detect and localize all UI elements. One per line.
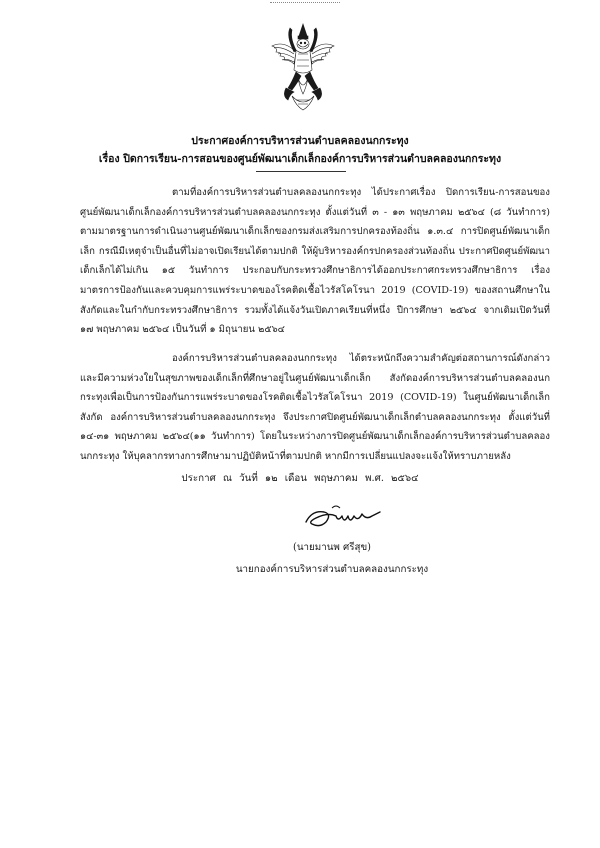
announcement-title: ประกาศองค์การบริหารส่วนตำบลคลองนกกระทุง xyxy=(191,135,409,147)
announcement-dateline: ประกาศ ณ วันที่ ๑๒ เดือน พฤษภาคม พ.ศ. ๒๕๖๔ xyxy=(181,473,419,484)
body-paragraph-1: ตามที่องค์การบริหารส่วนตำบลคลองนกกระทุง ได้ประกาศเรื่อง ปิดการเรียน-การสอนของศูนย์พัฒนาเด็กเล็กองค์การบริหารส่วนตำบลคลองนกกระทุง ตั้งแต่วันที่ ๓ - ๑๓ พฤษภาคม ๒๕๖๔ (๘ วันทำการ) ตามมาตรฐานการดำเนินงานศูนย์พัฒนาเด็กเล็กของกรมส่งเสริมการปกครองท้องถิ่น ๑.๓.๔ การปิดศูนย์พัฒนาเด็กเล็ก กรณีมีเหตุจำเป็นอื่นที่ไม่อาจเปิดเรียนได้ตามปกติ ให้ผู้บริหารองค์กรปกครองส่วนท้องถิ่น ประกาศปิดศูนย์พัฒนาเด็กเล็กได้ไม่เกิน ๑๕ วันทำการ ประกอบกับกระทรวงศึกษาธิการได้ออกประกาศกระทรวงศึกษาธิการ เรื่อง มาตรการป้องกันและควบคุมการแพร่ระบาดของโรคติดเชื้อไวรัสโคโรนา 2019 (COVID-19) ของสถานศึกษาในสังกัดและในกำกับกระทรวงศึกษาธิการ รวมทั้งได้แจ้งวันเปิดภาคเรียนที่หนึ่ง ปีการศึกษา ๒๕๖๔ จากเดิมเปิดวันที่ ๑๗ พฤษภาคม ๒๕๖๔ เป็นวันที่ ๑ มิถุนายน ๒๕๖๔ xyxy=(80,187,550,336)
handwritten-signature xyxy=(302,500,384,534)
signatory-position: นายกองค์การบริหารส่วนตำบลคลองนกกระทุง xyxy=(235,564,429,575)
top-dotted-line xyxy=(270,2,340,7)
title-divider xyxy=(256,171,346,172)
garuda-emblem-icon xyxy=(268,22,338,114)
announcement-subject: เรื่อง ปิดการเรียน-การสอนของศูนย์พัฒนาเด็กเล็กองค์การบริหารส่วนตำบลคลองนกกระทุง xyxy=(98,153,502,165)
body-paragraph-2: องค์การบริหารส่วนตำบลคลองนกกระทุง ได้ตระหนักถึงความสำคัญต่อสถานการณ์ดังกล่าว และมีความห่วงใยในสุขภาพของเด็กเล็กที่ศึกษาอยู่ในศูนย์พัฒนาเด็กเล็ก สังกัดองค์การบริหารส่วนตำบลคลองนกกระทุงเพื่อเป็นการป้องกันการแพร่ระบาดของโรคติดเชื้อไวรัสโคโรนา 2019 (COVID-19) ในศูนย์พัฒนาเด็กเล็ก สังกัด องค์การบริหารส่วนตำบลคลองนกกระทุง จึงประกาศปิดศูนย์พัฒนาเด็กเล็กตำบลคลองนกกระทุง ตั้งแต่วันที่ ๑๔-๓๑ พฤษภาคม ๒๕๖๔(๑๑ วันทำการ) โดยในระหว่างการปิดศูนย์พัฒนาเด็กเล็กองค์การบริหารส่วนตำบลคลองนกกระทุง ให้บุคลากรทางการศึกษามาปฏิบัติหน้าที่ตามปกติ หากมีการเปลี่ยนแปลงจะแจ้งให้ทราบภายหลัง xyxy=(80,353,550,462)
signatory-name: (นายมานพ ศรีสุข) xyxy=(293,542,371,553)
